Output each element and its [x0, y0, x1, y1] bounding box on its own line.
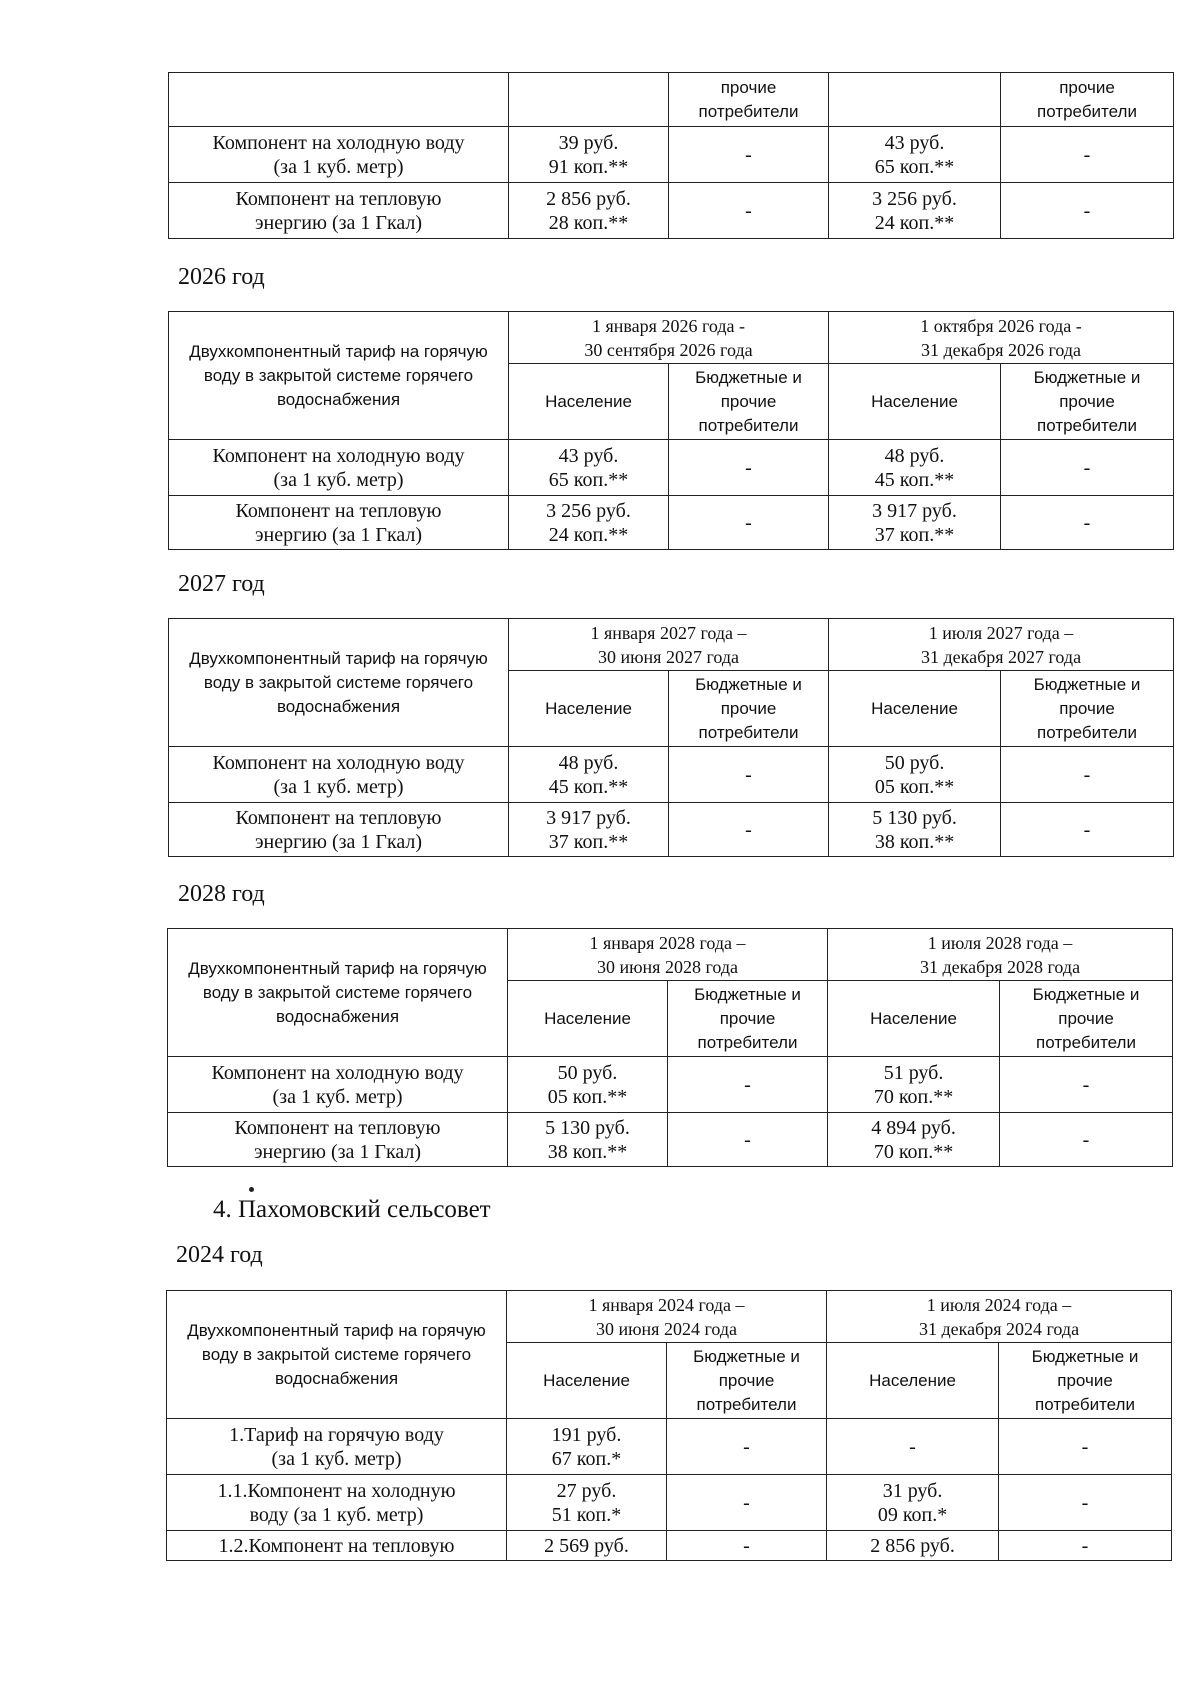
row-label: 1.1.Компонент на холодную воду (за 1 куб. метр)	[167, 1475, 507, 1531]
population-value: 50 руб. 05 коп.**	[508, 1057, 668, 1113]
period-header-row	[169, 619, 1174, 671]
tariff-table-2028	[167, 928, 1173, 1167]
population-value: 2 856 руб.	[827, 1531, 999, 1561]
period-2-header: 1 октября 2026 года - 31 декабря 2026 года	[829, 312, 1174, 364]
budget-value: -	[667, 1419, 827, 1475]
row-label: Компонент на тепловую энергию (за 1 Гкал)	[168, 1113, 508, 1167]
header-row	[169, 73, 1174, 127]
period-1-header: 1 января 2026 года - 30 сентября 2026 года	[509, 312, 829, 364]
period-1-header: 1 января 2027 года – 30 июня 2027 года	[509, 619, 829, 671]
population-value: 3 256 руб. 24 коп.**	[509, 496, 669, 550]
population-header: Население	[507, 1343, 667, 1419]
population-header: Население	[829, 364, 1001, 440]
budget-value: -	[1000, 1057, 1173, 1113]
population-value: 51 руб. 70 коп.**	[828, 1057, 1000, 1113]
table-title-cell: Двухкомпонентный тариф на горячую воду в закрытой системе горячего водоснабжения	[168, 929, 508, 1057]
population-value: 27 руб. 51 коп.*	[507, 1475, 667, 1531]
population-header: Население	[828, 981, 1000, 1057]
budget-value: -	[669, 440, 829, 496]
population-value: 3 256 руб. 24 коп.**	[829, 183, 1001, 239]
thermal-row	[169, 803, 1174, 857]
thermal-row	[168, 1113, 1173, 1167]
budget-value: -	[999, 1419, 1172, 1475]
budget-value: -	[999, 1475, 1172, 1531]
population-value: 2 856 руб. 28 коп.**	[509, 183, 669, 239]
population-value: 4 894 руб. 70 коп.**	[828, 1113, 1000, 1167]
budget-value: -	[667, 1531, 827, 1561]
tariff-table-2027	[168, 618, 1174, 857]
thermal-row	[169, 496, 1174, 550]
budget-value: -	[1001, 496, 1174, 550]
cold-water-row	[169, 127, 1174, 183]
population-value: 3 917 руб. 37 коп.**	[829, 496, 1001, 550]
budget-header: Бюджетные и прочие потребители	[1001, 671, 1174, 747]
thermal-row	[167, 1531, 1172, 1561]
row-label: Компонент на холодную воду (за 1 куб. метр)	[169, 440, 509, 496]
table-title-cell: Двухкомпонентный тариф на горячую воду в закрытой системе горячего водоснабжения	[169, 619, 509, 747]
budget-header: Бюджетные и прочие потребители	[999, 1343, 1172, 1419]
period-2-header: 1 июля 2024 года – 31 декабря 2024 года	[827, 1291, 1172, 1343]
year-heading-2026: 2026 год	[178, 264, 265, 290]
table-title-cell: Двухкомпонентный тариф на горячую воду в закрытой системе горячего водоснабжения	[169, 312, 509, 440]
population-header: Население	[509, 364, 669, 440]
period-1-header: 1 января 2028 года – 30 июня 2028 года	[508, 929, 828, 981]
year-heading-2027: 2027 год	[178, 571, 265, 597]
budget-header: Бюджетные и прочие потребители	[1000, 981, 1173, 1057]
budget-header: прочие потребители	[669, 73, 829, 127]
period-header-row	[169, 312, 1174, 364]
population-value: 48 руб. 45 коп.**	[509, 747, 669, 803]
budget-value: -	[1001, 440, 1174, 496]
budget-value: -	[669, 803, 829, 857]
row-label: Компонент на холодную воду (за 1 куб. метр)	[169, 127, 509, 183]
budget-header: Бюджетные и прочие потребители	[669, 364, 829, 440]
tariff-table-2024	[166, 1290, 1172, 1561]
budget-value: -	[669, 127, 829, 183]
budget-value: -	[668, 1057, 828, 1113]
cold-water-row	[169, 440, 1174, 496]
cold-water-row	[169, 747, 1174, 803]
population-header: Население	[509, 671, 669, 747]
budget-value: -	[668, 1113, 828, 1167]
budget-value: -	[669, 747, 829, 803]
period-2-header: 1 июля 2027 года – 31 декабря 2027 года	[829, 619, 1174, 671]
population-value: 2 569 руб.	[507, 1531, 667, 1561]
row-label: 1.Тариф на горячую воду (за 1 куб. метр)	[167, 1419, 507, 1475]
population-value: 5 130 руб. 38 коп.**	[829, 803, 1001, 857]
cold-water-row	[167, 1475, 1172, 1531]
budget-value: -	[1001, 803, 1174, 857]
year-heading-2028: 2028 год	[178, 881, 265, 907]
budget-header: Бюджетные и прочие потребители	[668, 981, 828, 1057]
budget-header: Бюджетные и прочие потребители	[667, 1343, 827, 1419]
population-header: Население	[827, 1343, 999, 1419]
population-value: -	[827, 1419, 999, 1475]
cold-water-row	[168, 1057, 1173, 1113]
year-heading-2024: 2024 год	[176, 1242, 263, 1268]
budget-value: -	[667, 1475, 827, 1531]
row-label: Компонент на тепловую энергию (за 1 Гкал)	[169, 803, 509, 857]
population-value: 39 руб. 91 коп.**	[509, 127, 669, 183]
population-value: 31 руб. 09 коп.*	[827, 1475, 999, 1531]
period-header-row	[167, 1291, 1172, 1343]
population-value: 43 руб. 65 коп.**	[509, 440, 669, 496]
population-header: Население	[508, 981, 668, 1057]
population-value: 48 руб. 45 коп.**	[829, 440, 1001, 496]
period-2-header: 1 июля 2028 года – 31 декабря 2028 года	[828, 929, 1173, 981]
thermal-row	[169, 183, 1174, 239]
row-label: Компонент на холодную воду (за 1 куб. метр)	[168, 1057, 508, 1113]
population-value: 50 руб. 05 коп.**	[829, 747, 1001, 803]
scan-speck	[249, 1187, 254, 1192]
population-value: 191 руб. 67 коп.*	[507, 1419, 667, 1475]
section-title: 4. Пахомовский сельсовет	[213, 1196, 491, 1223]
row-label: Компонент на тепловую энергию (за 1 Гкал)	[169, 496, 509, 550]
period-1-header: 1 января 2024 года – 30 июня 2024 года	[507, 1291, 827, 1343]
tariff-table-continued	[168, 72, 1174, 239]
hot-water-tariff-row	[167, 1419, 1172, 1475]
population-header: Население	[829, 671, 1001, 747]
budget-value: -	[999, 1531, 1172, 1561]
budget-value: -	[1001, 183, 1174, 239]
budget-header: Бюджетные и прочие потребители	[1001, 364, 1174, 440]
row-label: Компонент на холодную воду (за 1 куб. метр)	[169, 747, 509, 803]
period-header-row	[168, 929, 1173, 981]
population-value: 3 917 руб. 37 коп.**	[509, 803, 669, 857]
budget-header: Бюджетные и прочие потребители	[669, 671, 829, 747]
table-title-cell: Двухкомпонентный тариф на горячую воду в закрытой системе горячего водоснабжения	[167, 1291, 507, 1419]
budget-value: -	[1001, 127, 1174, 183]
budget-value: -	[669, 496, 829, 550]
tariff-table-2026	[168, 311, 1174, 550]
budget-value: -	[669, 183, 829, 239]
population-value: 43 руб. 65 коп.**	[829, 127, 1001, 183]
row-label: Компонент на тепловую энергию (за 1 Гкал)	[169, 183, 509, 239]
row-label: 1.2.Компонент на тепловую	[167, 1531, 507, 1561]
budget-value: -	[1000, 1113, 1173, 1167]
population-value: 5 130 руб. 38 коп.**	[508, 1113, 668, 1167]
budget-header: прочие потребители	[1001, 73, 1174, 127]
budget-value: -	[1001, 747, 1174, 803]
